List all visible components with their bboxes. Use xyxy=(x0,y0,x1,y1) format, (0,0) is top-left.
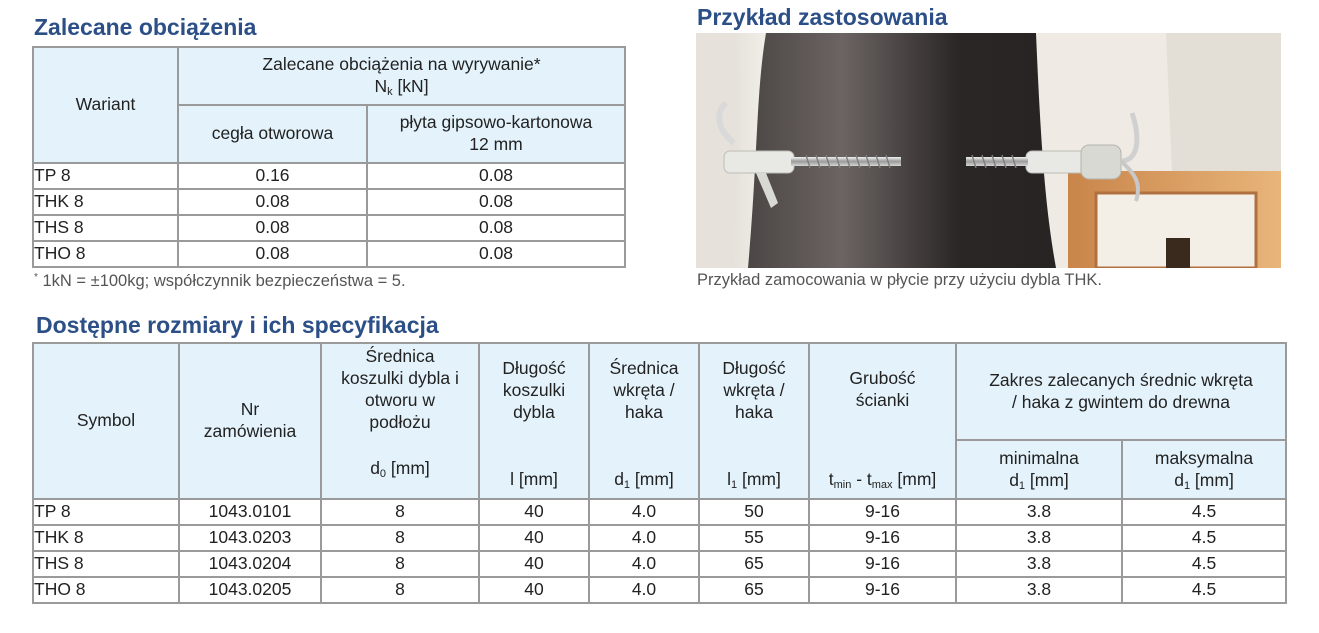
sizes-symbol: TP 8 xyxy=(33,499,179,525)
loads-title: Zalecane obciążenia xyxy=(34,14,257,40)
loads-brick-value: 0.08 xyxy=(178,241,367,267)
sizes-min: 3.8 xyxy=(956,551,1122,577)
sizes-header-maximum: maksymalna $d_1$ [mm] xyxy=(1122,440,1286,499)
sizes-order-number: 1043.0205 xyxy=(179,577,321,603)
sizes-order-number: 1043.0101 xyxy=(179,499,321,525)
loads-header-group xyxy=(178,47,625,105)
sizes-l1: 65 xyxy=(699,577,809,603)
sizes-d0: 8 xyxy=(321,551,479,577)
sizes-l1: 50 xyxy=(699,499,809,525)
sizes-header-symbol: Symbol xyxy=(33,343,179,499)
table-row xyxy=(33,163,625,189)
sizes-d1: 4.0 xyxy=(589,551,699,577)
table-row xyxy=(33,499,1286,525)
sizes-header-screw-diameter: Średnica wkręta / haka $d_1$ [mm] xyxy=(589,343,699,499)
sizes-thickness: 9-16 xyxy=(809,499,956,525)
loads-variant: THO 8 xyxy=(33,241,178,267)
table-row xyxy=(33,525,1286,551)
loads-brick-value: 0.16 xyxy=(178,163,367,189)
sizes-header-screw-range: Zakres zalecanych średnic wkręta / haka z gwintem do drewna xyxy=(956,343,1286,440)
example-caption: Przykład zamocowania w płycie przy użyciu dybla THK. xyxy=(697,271,1103,289)
sizes-d1: 4.0 xyxy=(589,525,699,551)
sizes-symbol: THO 8 xyxy=(33,577,179,603)
loads-table xyxy=(32,46,626,268)
application-example-photo xyxy=(696,33,1281,268)
sizes-title: Dostępne rozmiary i ich specyfikacja xyxy=(36,312,439,338)
loads-brick-value: 0.08 xyxy=(178,189,367,215)
sizes-thickness: 9-16 xyxy=(809,577,956,603)
table-row xyxy=(33,189,625,215)
sizes-d0: 8 xyxy=(321,577,479,603)
sizes-header-minimum: minimalna $d_1$ [mm] xyxy=(956,440,1122,499)
sizes-thickness: 9-16 xyxy=(809,551,956,577)
sizes-d0: 8 xyxy=(321,499,479,525)
example-title: Przykład zastosowania xyxy=(697,4,948,30)
sizes-symbol: THS 8 xyxy=(33,551,179,577)
table-row xyxy=(33,551,1286,577)
sizes-min: 3.8 xyxy=(956,499,1122,525)
sizes-header-wall-thickness: Grubość ścianki $t_{min} - t_{max}$ [mm] xyxy=(809,343,956,499)
sizes-table xyxy=(32,342,1287,604)
sizes-header-sleeve-length: Długość koszulki dybla l [mm] xyxy=(479,343,589,499)
loads-variant: THK 8 xyxy=(33,189,178,215)
sizes-order-number: 1043.0203 xyxy=(179,525,321,551)
sizes-l: 40 xyxy=(479,525,589,551)
loads-board-value: 0.08 xyxy=(367,189,625,215)
sizes-max: 4.5 xyxy=(1122,577,1286,603)
sizes-max: 4.5 xyxy=(1122,551,1286,577)
loads-header-board: płyta gipsowo-kartonowa 12 mm xyxy=(367,105,625,163)
table-row xyxy=(33,577,1286,603)
sizes-l1: 55 xyxy=(699,525,809,551)
loads-board-value: 0.08 xyxy=(367,163,625,189)
sizes-min: 3.8 xyxy=(956,525,1122,551)
loads-brick-value: 0.08 xyxy=(178,215,367,241)
loads-header-unit: $N_k$ [kN] xyxy=(374,76,429,98)
sizes-max: 4.5 xyxy=(1122,499,1286,525)
loads-board-value: 0.08 xyxy=(367,241,625,267)
sizes-l1: 65 xyxy=(699,551,809,577)
sizes-max: 4.5 xyxy=(1122,525,1286,551)
loads-footnote: * 1kN = ±100kg; współczynnik bezpieczeństwa = 5. xyxy=(34,272,406,290)
sizes-header-sleeve-diameter: Średnica koszulki dybla i otworu w podłożu $d_0$ [mm] xyxy=(321,343,479,499)
sizes-symbol: THK 8 xyxy=(33,525,179,551)
sizes-order-number: 1043.0204 xyxy=(179,551,321,577)
sizes-d0: 8 xyxy=(321,525,479,551)
loads-header-variant: Wariant xyxy=(33,47,178,163)
sizes-header-screw-length: Długość wkręta / haka $l_1$ [mm] xyxy=(699,343,809,499)
sizes-thickness: 9-16 xyxy=(809,525,956,551)
loads-header-brick: cegła otworowa xyxy=(178,105,367,163)
sizes-l: 40 xyxy=(479,551,589,577)
loads-board-value: 0.08 xyxy=(367,215,625,241)
loads-variant: THS 8 xyxy=(33,215,178,241)
sizes-d1: 4.0 xyxy=(589,577,699,603)
sizes-l: 40 xyxy=(479,577,589,603)
loads-variant: TP 8 xyxy=(33,163,178,189)
table-row xyxy=(33,215,625,241)
table-row xyxy=(33,241,625,267)
loads-header-group-label: Zalecane obciążenia na wyrywanie* xyxy=(262,54,541,75)
sizes-header-order-number: Nr zamówienia xyxy=(179,343,321,499)
sizes-min: 3.8 xyxy=(956,577,1122,603)
sizes-d1: 4.0 xyxy=(589,499,699,525)
sizes-l: 40 xyxy=(479,499,589,525)
